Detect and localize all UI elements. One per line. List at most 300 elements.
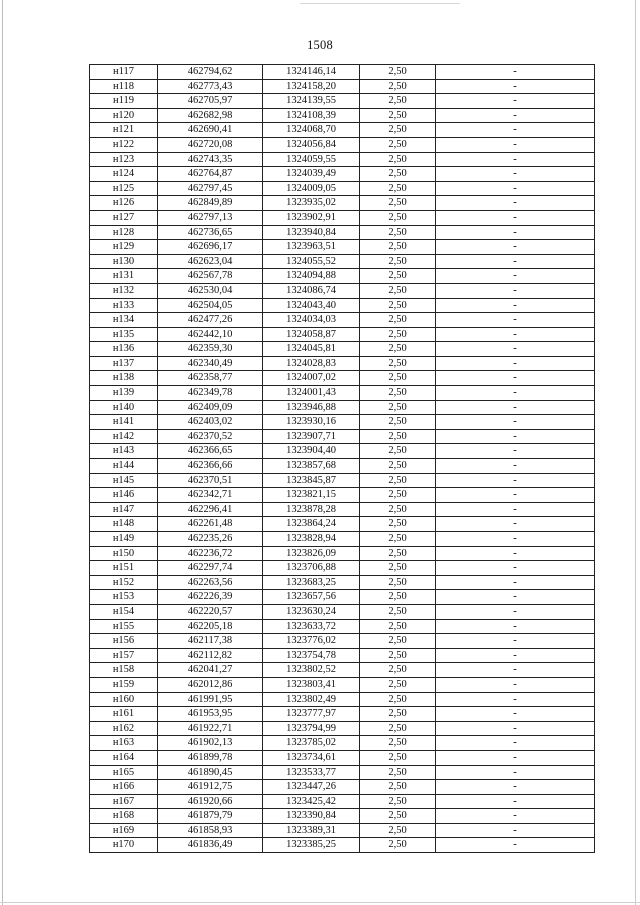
precision-cell: 2,50 [360,210,436,225]
precision-cell: 2,50 [360,780,436,795]
x-coordinate-cell: 462261,48 [158,517,263,532]
y-coordinate-cell: 1323946,88 [263,400,360,415]
point-id-cell: н121 [90,123,158,138]
table-row [90,429,595,444]
note-cell: - [436,473,595,488]
y-coordinate-cell: 1324045,81 [263,342,360,357]
point-id-cell: н160 [90,692,158,707]
table-row [90,94,595,109]
point-id-cell: н144 [90,459,158,474]
point-id-cell: н140 [90,400,158,415]
x-coordinate-cell: 462041,27 [158,663,263,678]
note-cell: - [436,459,595,474]
precision-cell: 2,50 [360,692,436,707]
point-id-cell: н158 [90,663,158,678]
note-cell: - [436,677,595,692]
x-coordinate-cell: 462442,10 [158,327,263,342]
table-row [90,502,595,517]
scan-artifact-line [300,3,460,4]
y-coordinate-cell: 1323940,84 [263,225,360,240]
table-row [90,283,595,298]
x-coordinate-cell: 462720,08 [158,137,263,152]
x-coordinate-cell: 461912,75 [158,780,263,795]
y-coordinate-cell: 1324146,14 [263,65,360,80]
y-coordinate-cell: 1323935,02 [263,196,360,211]
y-coordinate-cell: 1324108,39 [263,108,360,123]
y-coordinate-cell: 1323533,77 [263,765,360,780]
table-row [90,809,595,824]
point-id-cell: н134 [90,313,158,328]
point-id-cell: н137 [90,356,158,371]
precision-cell: 2,50 [360,356,436,371]
y-coordinate-cell: 1323777,97 [263,707,360,722]
note-cell: - [436,94,595,109]
x-coordinate-cell: 462409,09 [158,400,263,415]
note-cell: - [436,561,595,576]
table-row [90,780,595,795]
table-row [90,707,595,722]
precision-cell: 2,50 [360,532,436,547]
note-cell: - [436,823,595,838]
precision-cell: 2,50 [360,459,436,474]
note-cell: - [436,313,595,328]
precision-cell: 2,50 [360,561,436,576]
precision-cell: 2,50 [360,196,436,211]
point-id-cell: н165 [90,765,158,780]
note-cell: - [436,342,595,357]
y-coordinate-cell: 1323385,25 [263,838,360,853]
x-coordinate-cell: 462764,87 [158,167,263,182]
note-cell: - [436,809,595,824]
precision-cell: 2,50 [360,663,436,678]
table-row [90,604,595,619]
x-coordinate-cell: 462366,65 [158,444,263,459]
note-cell: - [436,386,595,401]
x-coordinate-cell: 462736,65 [158,225,263,240]
y-coordinate-cell: 1323857,68 [263,459,360,474]
precision-cell: 2,50 [360,240,436,255]
x-coordinate-cell: 462403,02 [158,415,263,430]
note-cell: - [436,488,595,503]
x-coordinate-cell: 462235,26 [158,532,263,547]
x-coordinate-cell: 462773,43 [158,79,263,94]
note-cell: - [436,765,595,780]
x-coordinate-cell: 461922,71 [158,721,263,736]
point-id-cell: н141 [90,415,158,430]
y-coordinate-cell: 1323794,99 [263,721,360,736]
point-id-cell: н133 [90,298,158,313]
x-coordinate-cell: 462358,77 [158,371,263,386]
y-coordinate-cell: 1323845,87 [263,473,360,488]
point-id-cell: н169 [90,823,158,838]
table-row [90,400,595,415]
point-id-cell: н139 [90,386,158,401]
precision-cell: 2,50 [360,517,436,532]
note-cell: - [436,444,595,459]
note-cell: - [436,750,595,765]
y-coordinate-cell: 1323821,15 [263,488,360,503]
precision-cell: 2,50 [360,444,436,459]
precision-cell: 2,50 [360,590,436,605]
precision-cell: 2,50 [360,342,436,357]
x-coordinate-cell: 462340,49 [158,356,263,371]
note-cell: - [436,254,595,269]
scan-edge-bottom [0,902,640,903]
y-coordinate-cell: 1324034,03 [263,313,360,328]
y-coordinate-cell: 1323902,91 [263,210,360,225]
table-row [90,137,595,152]
point-id-cell: н127 [90,210,158,225]
point-id-cell: н138 [90,371,158,386]
note-cell: - [436,371,595,386]
note-cell: - [436,327,595,342]
x-coordinate-cell: 462530,04 [158,283,263,298]
table-row [90,269,595,284]
point-id-cell: н166 [90,780,158,795]
x-coordinate-cell: 462705,97 [158,94,263,109]
precision-cell: 2,50 [360,269,436,284]
precision-cell: 2,50 [360,167,436,182]
x-coordinate-cell: 462226,39 [158,590,263,605]
table-row [90,123,595,138]
table-row [90,79,595,94]
x-coordinate-cell: 461890,45 [158,765,263,780]
precision-cell: 2,50 [360,634,436,649]
note-cell: - [436,283,595,298]
point-id-cell: н163 [90,736,158,751]
point-id-cell: н119 [90,94,158,109]
note-cell: - [436,736,595,751]
precision-cell: 2,50 [360,123,436,138]
note-cell: - [436,794,595,809]
page-number: 1508 [307,38,333,52]
precision-cell: 2,50 [360,765,436,780]
coordinates-table-body [90,65,595,853]
point-id-cell: н159 [90,677,158,692]
note-cell: - [436,152,595,167]
table-row [90,327,595,342]
table-row [90,342,595,357]
note-cell: - [436,590,595,605]
y-coordinate-cell: 1323389,31 [263,823,360,838]
x-coordinate-cell: 462297,74 [158,561,263,576]
precision-cell: 2,50 [360,79,436,94]
point-id-cell: н155 [90,619,158,634]
note-cell: - [436,181,595,196]
point-id-cell: н152 [90,575,158,590]
note-cell: - [436,692,595,707]
precision-cell: 2,50 [360,750,436,765]
note-cell: - [436,575,595,590]
x-coordinate-cell: 462743,35 [158,152,263,167]
y-coordinate-cell: 1324056,84 [263,137,360,152]
precision-cell: 2,50 [360,298,436,313]
precision-cell: 2,50 [360,794,436,809]
precision-cell: 2,50 [360,386,436,401]
scan-edge-right [635,0,636,905]
note-cell: - [436,604,595,619]
note-cell: - [436,210,595,225]
note-cell: - [436,196,595,211]
precision-cell: 2,50 [360,254,436,269]
note-cell: - [436,546,595,561]
table-row [90,561,595,576]
table-row [90,517,595,532]
x-coordinate-cell: 462117,38 [158,634,263,649]
y-coordinate-cell: 1324001,43 [263,386,360,401]
precision-cell: 2,50 [360,619,436,634]
table-row [90,532,595,547]
precision-cell: 2,50 [360,415,436,430]
y-coordinate-cell: 1323864,24 [263,517,360,532]
point-id-cell: н164 [90,750,158,765]
table-row [90,663,595,678]
y-coordinate-cell: 1323907,71 [263,429,360,444]
note-cell: - [436,780,595,795]
x-coordinate-cell: 462349,78 [158,386,263,401]
y-coordinate-cell: 1323630,24 [263,604,360,619]
x-coordinate-cell: 462263,56 [158,575,263,590]
table-row [90,823,595,838]
note-cell: - [436,648,595,663]
y-coordinate-cell: 1323390,84 [263,809,360,824]
x-coordinate-cell: 461836,49 [158,838,263,853]
precision-cell: 2,50 [360,94,436,109]
y-coordinate-cell: 1324007,02 [263,371,360,386]
point-id-cell: н136 [90,342,158,357]
y-coordinate-cell: 1323803,41 [263,677,360,692]
precision-cell: 2,50 [360,677,436,692]
note-cell: - [436,65,595,80]
note-cell: - [436,838,595,853]
table-row [90,225,595,240]
note-cell: - [436,400,595,415]
precision-cell: 2,50 [360,429,436,444]
table-row [90,794,595,809]
y-coordinate-cell: 1324043,40 [263,298,360,313]
precision-cell: 2,50 [360,313,436,328]
y-coordinate-cell: 1323904,40 [263,444,360,459]
table-row [90,167,595,182]
point-id-cell: н131 [90,269,158,284]
table-row [90,240,595,255]
table-row [90,181,595,196]
note-cell: - [436,721,595,736]
x-coordinate-cell: 462623,04 [158,254,263,269]
y-coordinate-cell: 1324055,52 [263,254,360,269]
precision-cell: 2,50 [360,225,436,240]
table-row [90,152,595,167]
x-coordinate-cell: 462370,52 [158,429,263,444]
x-coordinate-cell: 462797,45 [158,181,263,196]
note-cell: - [436,429,595,444]
note-cell: - [436,108,595,123]
precision-cell: 2,50 [360,400,436,415]
precision-cell: 2,50 [360,137,436,152]
table-row [90,356,595,371]
y-coordinate-cell: 1324028,83 [263,356,360,371]
point-id-cell: н150 [90,546,158,561]
table-row [90,386,595,401]
precision-cell: 2,50 [360,152,436,167]
precision-cell: 2,50 [360,648,436,663]
point-id-cell: н157 [90,648,158,663]
point-id-cell: н117 [90,65,158,80]
x-coordinate-cell: 461858,93 [158,823,263,838]
precision-cell: 2,50 [360,473,436,488]
x-coordinate-cell: 462012,86 [158,677,263,692]
precision-cell: 2,50 [360,823,436,838]
precision-cell: 2,50 [360,721,436,736]
point-id-cell: н154 [90,604,158,619]
point-id-cell: н123 [90,152,158,167]
x-coordinate-cell: 462794,62 [158,65,263,80]
x-coordinate-cell: 461953,95 [158,707,263,722]
y-coordinate-cell: 1323754,78 [263,648,360,663]
y-coordinate-cell: 1323706,88 [263,561,360,576]
x-coordinate-cell: 462366,66 [158,459,263,474]
note-cell: - [436,517,595,532]
table-row [90,648,595,663]
table-row [90,765,595,780]
point-id-cell: н151 [90,561,158,576]
point-id-cell: н129 [90,240,158,255]
y-coordinate-cell: 1324068,70 [263,123,360,138]
x-coordinate-cell: 462236,72 [158,546,263,561]
coordinates-table [89,64,595,853]
y-coordinate-cell: 1323734,61 [263,750,360,765]
x-coordinate-cell: 462696,17 [158,240,263,255]
y-coordinate-cell: 1323878,28 [263,502,360,517]
point-id-cell: н128 [90,225,158,240]
point-id-cell: н161 [90,707,158,722]
x-coordinate-cell: 462477,26 [158,313,263,328]
x-coordinate-cell: 462370,51 [158,473,263,488]
point-id-cell: н130 [90,254,158,269]
y-coordinate-cell: 1323802,49 [263,692,360,707]
note-cell: - [436,663,595,678]
y-coordinate-cell: 1323828,94 [263,532,360,547]
table-row [90,546,595,561]
y-coordinate-cell: 1323657,56 [263,590,360,605]
point-id-cell: н125 [90,181,158,196]
table-row [90,473,595,488]
point-id-cell: н149 [90,532,158,547]
point-id-cell: н156 [90,634,158,649]
note-cell: - [436,532,595,547]
precision-cell: 2,50 [360,604,436,619]
precision-cell: 2,50 [360,838,436,853]
table-row [90,590,595,605]
y-coordinate-cell: 1323826,09 [263,546,360,561]
table-row [90,736,595,751]
table-row [90,838,595,853]
x-coordinate-cell: 462112,82 [158,648,263,663]
precision-cell: 2,50 [360,283,436,298]
note-cell: - [436,619,595,634]
precision-cell: 2,50 [360,809,436,824]
table-row [90,108,595,123]
precision-cell: 2,50 [360,546,436,561]
x-coordinate-cell: 462690,41 [158,123,263,138]
x-coordinate-cell: 462296,41 [158,502,263,517]
x-coordinate-cell: 462504,05 [158,298,263,313]
table-row [90,634,595,649]
y-coordinate-cell: 1323683,25 [263,575,360,590]
note-cell: - [436,225,595,240]
note-cell: - [436,79,595,94]
point-id-cell: н142 [90,429,158,444]
y-coordinate-cell: 1324158,20 [263,79,360,94]
note-cell: - [436,167,595,182]
precision-cell: 2,50 [360,65,436,80]
x-coordinate-cell: 462567,78 [158,269,263,284]
x-coordinate-cell: 461920,66 [158,794,263,809]
point-id-cell: н168 [90,809,158,824]
x-coordinate-cell: 462849,89 [158,196,263,211]
point-id-cell: н135 [90,327,158,342]
table-row [90,415,595,430]
point-id-cell: н124 [90,167,158,182]
table-row [90,750,595,765]
note-cell: - [436,356,595,371]
table-row [90,488,595,503]
x-coordinate-cell: 462220,57 [158,604,263,619]
y-coordinate-cell: 1323776,02 [263,634,360,649]
point-id-cell: н148 [90,517,158,532]
table-row [90,721,595,736]
x-coordinate-cell: 462682,98 [158,108,263,123]
point-id-cell: н126 [90,196,158,211]
precision-cell: 2,50 [360,327,436,342]
table-row [90,210,595,225]
table-row [90,444,595,459]
x-coordinate-cell: 461879,79 [158,809,263,824]
table-row [90,298,595,313]
point-id-cell: н122 [90,137,158,152]
note-cell: - [436,240,595,255]
y-coordinate-cell: 1323802,52 [263,663,360,678]
y-coordinate-cell: 1323425,42 [263,794,360,809]
y-coordinate-cell: 1323447,26 [263,780,360,795]
y-coordinate-cell: 1324086,74 [263,283,360,298]
precision-cell: 2,50 [360,736,436,751]
table-row [90,575,595,590]
y-coordinate-cell: 1324058,87 [263,327,360,342]
table-row [90,313,595,328]
table-row [90,371,595,386]
x-coordinate-cell: 462797,13 [158,210,263,225]
precision-cell: 2,50 [360,575,436,590]
point-id-cell: н170 [90,838,158,853]
point-id-cell: н146 [90,488,158,503]
x-coordinate-cell: 461902,13 [158,736,263,751]
x-coordinate-cell: 461899,78 [158,750,263,765]
scan-edge-left [2,0,3,905]
table-row [90,677,595,692]
note-cell: - [436,269,595,284]
table-row [90,619,595,634]
table-row [90,459,595,474]
point-id-cell: н143 [90,444,158,459]
table-row [90,692,595,707]
note-cell: - [436,634,595,649]
precision-cell: 2,50 [360,108,436,123]
y-coordinate-cell: 1324094,88 [263,269,360,284]
table-row [90,65,595,80]
precision-cell: 2,50 [360,502,436,517]
x-coordinate-cell: 462205,18 [158,619,263,634]
